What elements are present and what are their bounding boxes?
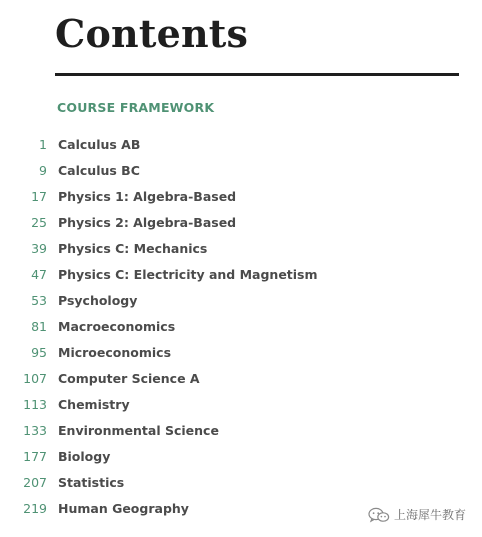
toc-entry[interactable] [0,340,482,366]
toc-entry[interactable] [0,158,482,184]
page-number: 207 [23,475,47,490]
watermark [368,506,466,524]
section-label: COURSE FRAMEWORK [57,100,215,115]
toc-entry[interactable] [0,236,482,262]
toc-entry[interactable] [0,132,482,158]
course-title: Calculus BC [58,163,140,178]
toc-entry[interactable] [0,184,482,210]
page-number: 95 [31,345,47,360]
toc-entry[interactable] [0,262,482,288]
page-number: 219 [23,501,47,516]
course-title: Chemistry [58,397,130,412]
title-divider [55,73,459,76]
page-number: 53 [31,293,47,308]
course-title: Physics 1: Algebra-Based [58,189,237,204]
watermark-text: 上海犀牛教育 [394,508,467,522]
page-number: 133 [23,423,47,438]
course-title: Environmental Science [58,423,219,438]
course-title: Calculus AB [58,137,141,152]
toc-entry[interactable] [0,418,482,444]
course-title: Human Geography [58,501,189,516]
toc-entry[interactable] [0,444,482,470]
course-title: Physics C: Mechanics [58,241,208,256]
toc-entry[interactable] [0,392,482,418]
course-title: Psychology [58,293,138,308]
page-number: 39 [31,241,47,256]
page-number: 25 [31,215,47,230]
page-number: 1 [39,137,47,152]
page-number: 177 [23,449,47,464]
toc-entry[interactable] [0,288,482,314]
toc-entry[interactable] [0,314,482,340]
page-number: 107 [23,371,47,386]
page-number: 47 [31,267,47,282]
page-number: 113 [23,397,47,412]
page-number: 81 [31,319,47,334]
course-title: Statistics [58,475,125,490]
toc-entry[interactable] [0,366,482,392]
course-title: Microeconomics [58,345,172,360]
page-title: Contents [55,11,249,56]
toc-entry[interactable] [0,210,482,236]
toc-entry[interactable] [0,470,482,496]
page-number: 17 [31,189,47,204]
page-number: 9 [39,163,47,178]
course-title: Physics 2: Algebra-Based [58,215,237,230]
wechat-icon [368,507,390,523]
course-title: Biology [58,449,111,464]
course-title: Physics C: Electricity and Magnetism [58,267,318,282]
course-title: Computer Science A [58,371,200,386]
table-of-contents [0,132,482,522]
course-title: Macroeconomics [58,319,176,334]
